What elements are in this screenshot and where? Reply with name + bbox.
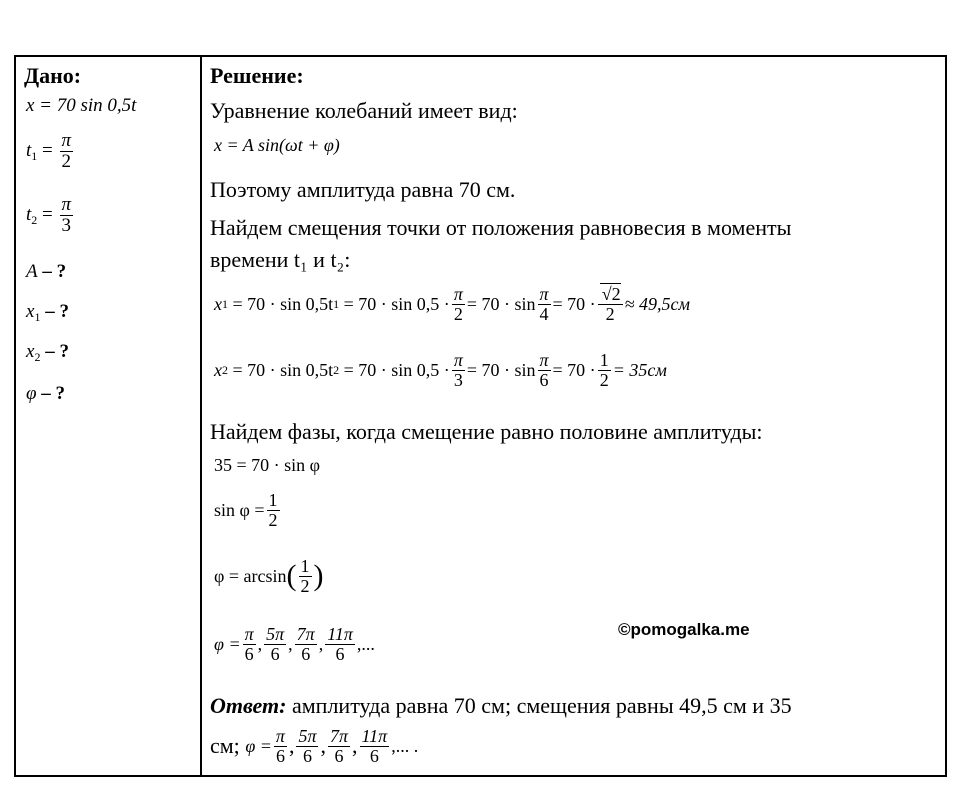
solution-p3a: Найдем смещения точки от положения равновесия в моменты bbox=[210, 215, 792, 240]
unknown-x2: $x_2$ – ? bbox=[26, 341, 69, 364]
unknown-x1: $x_1$ – ? bbox=[26, 301, 69, 324]
given-column bbox=[16, 57, 200, 775]
given-t2-fraction: $\frac{\pi}{3}$ bbox=[61, 194, 72, 236]
solution-column bbox=[202, 57, 945, 775]
solution-p3b: времени t₁ и t₂: bbox=[210, 247, 351, 272]
solution-p2: Поэтому амплитуда равна 70 см. bbox=[210, 177, 516, 202]
solution-table bbox=[14, 55, 947, 777]
sin-phi-equation: sin φ = $\frac{1}{2}$ bbox=[214, 490, 278, 530]
answer-continuation: см; φ = $\frac{\pi}{6}$ , $\frac{5\pi}{6}$ , $\frac{7\pi}{6}$ , $\frac{11\pi}{6}$ ,... . bbox=[210, 726, 419, 766]
given-header: Дано: bbox=[24, 63, 82, 88]
given-t1: $t_1$ = $\frac{\pi}{2}$ bbox=[26, 130, 72, 172]
solution-p1: Уравнение колебаний имеет вид: bbox=[210, 98, 518, 123]
unknown-phase: φ – ? bbox=[26, 383, 66, 404]
given-t1-fraction: $\frac{\pi}{2}$ bbox=[61, 130, 72, 172]
given-t2: $t_2$ = $\frac{\pi}{3}$ bbox=[26, 194, 72, 236]
answer-label: Ответ: bbox=[210, 693, 287, 718]
given-x-equation: x = 70 sin 0,5t bbox=[26, 95, 137, 116]
equation-35: 35 = 70 · sin φ bbox=[214, 455, 321, 475]
answer-line bbox=[210, 693, 792, 719]
watermark: ©pomogalka.me bbox=[618, 620, 750, 639]
answer-text: амплитуда равна 70 см; смещения равны 49,5 см и 35 bbox=[286, 693, 792, 718]
solution-header: Решение: bbox=[210, 63, 304, 88]
x1-equation: x 1 = 70 · sin 0,5t 1 = 70 · sin 0,5 · $\frac{\pi}{2}$ = 70 · sin $\frac{\pi}{4}$ = 70 · $\frac{√2}{2}$ ≈ 49,5см bbox=[214, 284, 690, 324]
arcsin-equation: φ = arcsin ( $\frac{1}{2}$ ) bbox=[214, 556, 324, 596]
general-equation: x = A sin(ωt + φ) bbox=[214, 135, 340, 155]
x2-equation: x 2 = 70 · sin 0,5t 2 = 70 · sin 0,5 · $\frac{\pi}{3}$ = 70 · sin $\frac{\pi}{6}$ = 70 · $\frac{1}{2}$ = 35см bbox=[214, 350, 667, 390]
phase-solutions: φ = $\frac{\pi}{6}$ , $\frac{5\pi}{6}$ , $\frac{7\pi}{6}$ , $\frac{11\pi}{6}$ ,... bbox=[214, 624, 375, 664]
unknown-amplitude: A – ? bbox=[26, 261, 67, 282]
solution-p4: Найдем фазы, когда смещение равно половине амплитуды: bbox=[210, 419, 763, 444]
